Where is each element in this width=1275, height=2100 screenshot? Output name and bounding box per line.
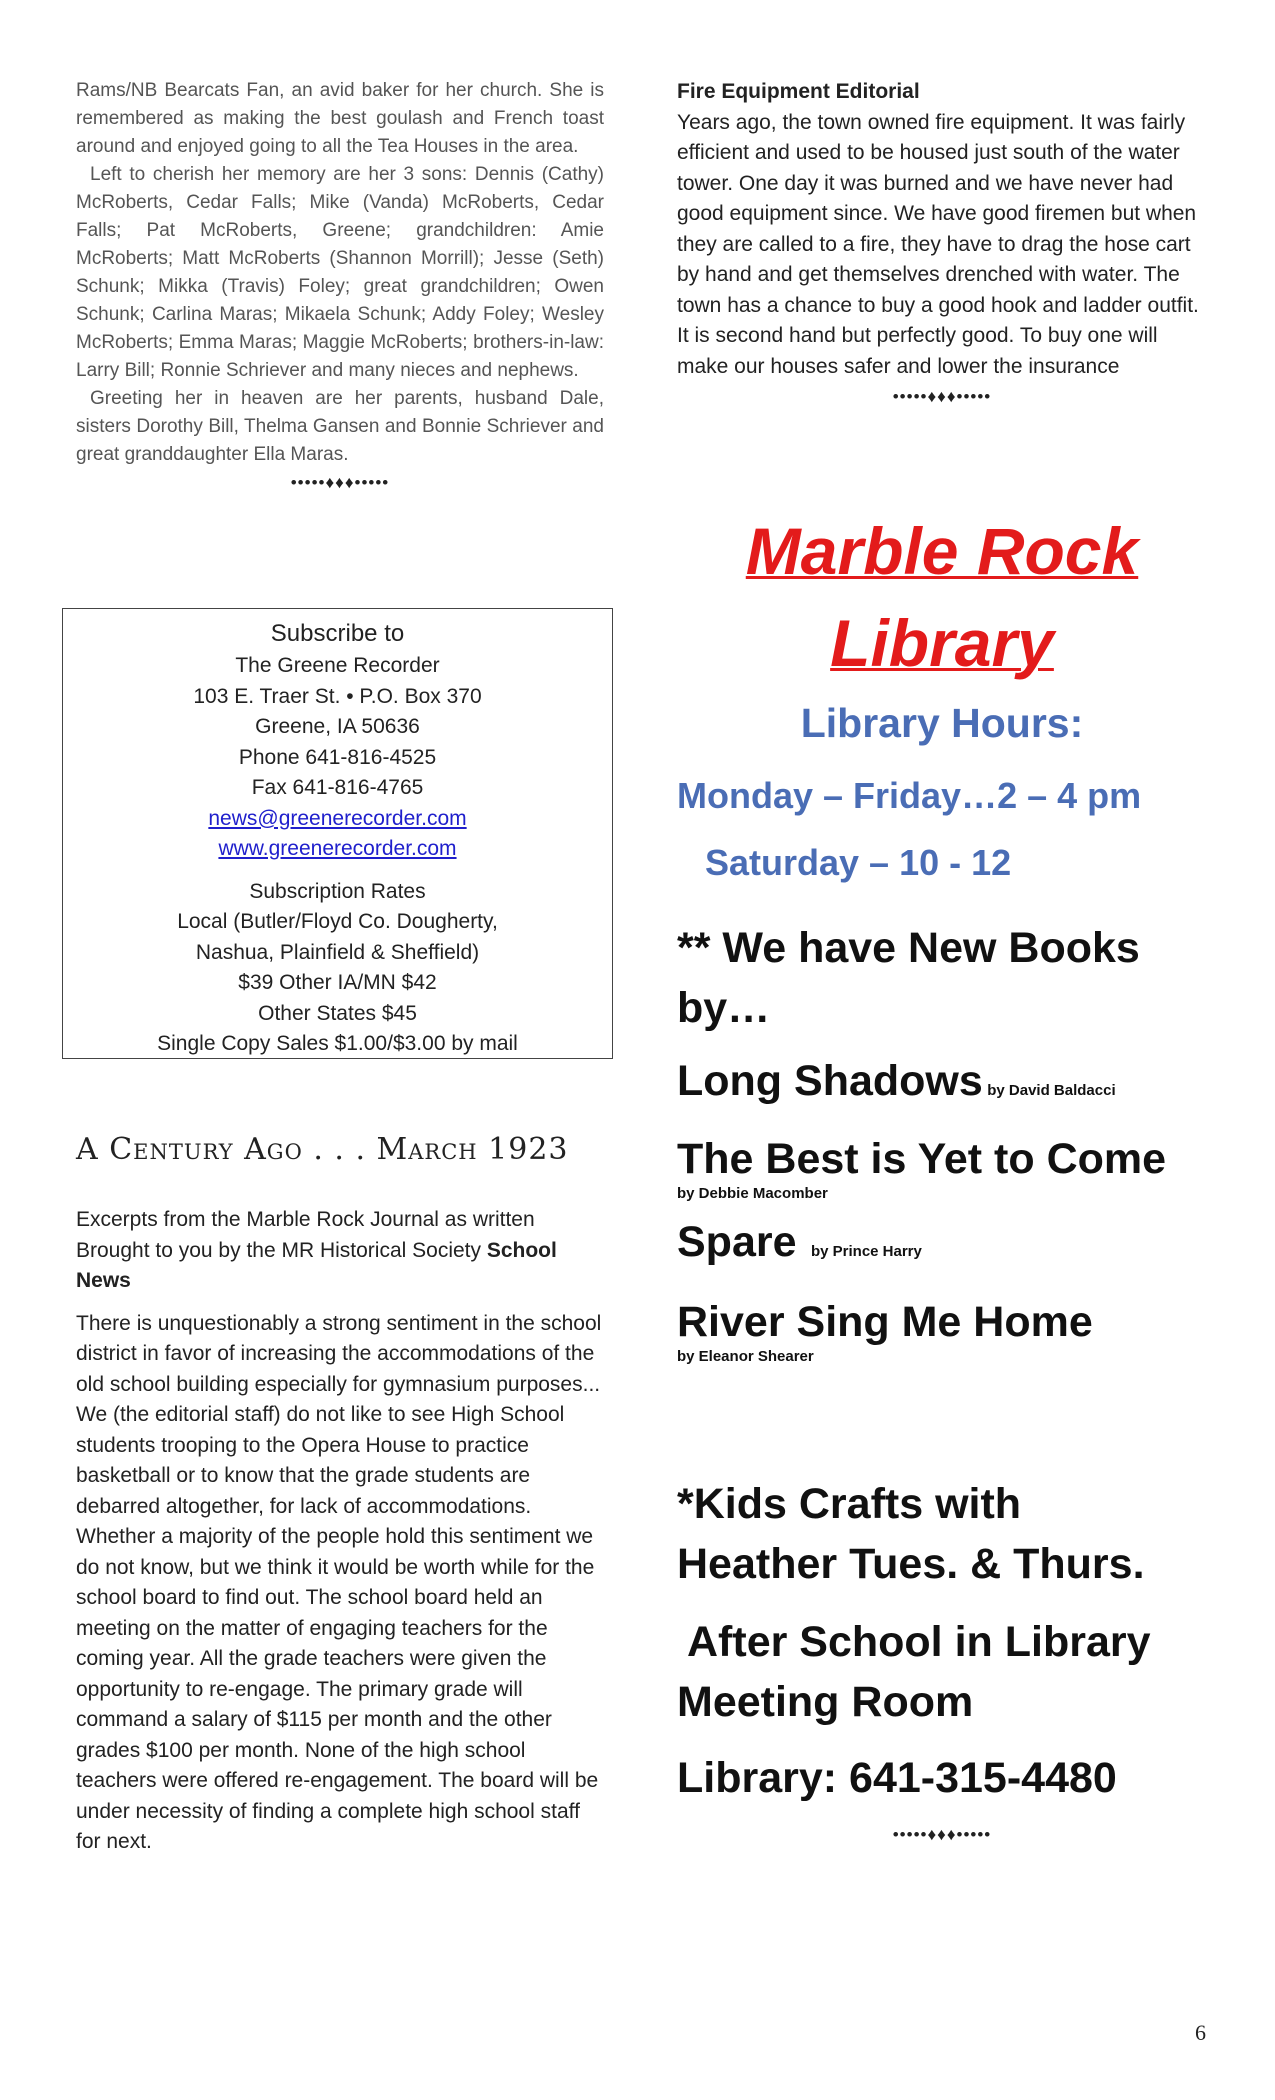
publication-name: The Greene Recorder	[235, 654, 440, 677]
book-author: by David Baldacci	[987, 1082, 1116, 1099]
school-news-text: There is unquestionably a strong sentiment in the school district in favor of increasing the accommodations of the old school building especially for gymnasium purposes... We (the editorial staff) do not like to see High School students trooping to the Opera House to practice basketball or to know that the grade students are debarred altogether, for lack of accommodations. Whether a majority of the people hold this sentiment we do not know, but we think it would be worth while for the school board to find out. The school board held an meeting on the matter of engaging teachers for the coming year. All the grade teachers were given the opportunity to re-engage. The primary grade will command a salary of $115 per month and the other grades $100 per month. None of the high school teachers were offered re-engagement. The board will be under necessity of finding a complete high school staff for next.	[76, 1311, 602, 1853]
century-ago-heading: A Century Ago . . . March 1923	[76, 1132, 569, 1167]
excerpt-intro: Excerpts from the Marble Rock Journal as written Brought to you by the MR Historical Society School News	[76, 1208, 557, 1292]
publication-address: 103 E. Traer St. • P.O. Box 370	[193, 684, 482, 708]
hours-weekday: Monday – Friday…2 – 4 pm	[677, 775, 1142, 816]
book-item	[677, 1216, 1217, 1268]
book-title: Spare	[677, 1218, 797, 1266]
school-news-label: School News	[76, 1238, 557, 1292]
kids-crafts: *Kids Crafts with Heather Tues. & Thurs.	[677, 1480, 1145, 1588]
website-link[interactable]: www.greenerecorder.com	[218, 837, 457, 860]
fire-editorial	[677, 77, 1207, 413]
obituary-continuation	[76, 77, 604, 497]
rate-line: Nashua, Plainfield & Sheffield)	[195, 940, 480, 964]
section-divider: •••••♦♦♦•••••	[892, 1825, 992, 1844]
obituary-paragraph: Left to cherish her memory are her 3 sons: Dennis (Cathy) McRoberts, Cedar Falls; Mike (Vanda) McRoberts, Cedar Falls; Pat McRoberts, Greene; grandchildren: Amie McRoberts; Matt McRoberts (Shannon Morrill); Jesse (Seth) Schunk; Mikka (Travis) Foley; great grandchildren; Owen Schunk; Carlina Maras; Mikaela Schunk; Addy Foley; Wesley McRoberts; Emma Maras; Maggie McRoberts; brothers-in-law: Larry Bill; Ronnie Schriever and many nieces and nephews.	[76, 164, 604, 381]
page-number: 6	[1195, 2020, 1206, 2045]
book-item	[677, 1055, 1217, 1107]
century-ago-article	[76, 1205, 604, 1870]
subscribe-box	[62, 608, 613, 1059]
after-school: After School in Library Meeting Room	[677, 1618, 1151, 1726]
publication-phone: Phone 641-816-4525	[238, 745, 437, 769]
book-author: by Prince Harry	[810, 1243, 922, 1260]
rate-line: Single Copy Sales $1.00/$3.00 by mail	[157, 1032, 518, 1055]
library-phone: Library: 641-315-4480	[677, 1754, 1117, 1802]
book-item	[677, 1296, 1217, 1365]
book-item	[677, 1133, 1217, 1202]
rates-heading: Subscription Rates	[249, 879, 426, 903]
fire-editorial-heading: Fire Equipment Editorial	[677, 80, 920, 103]
book-title: River Sing Me Home	[677, 1298, 1093, 1346]
book-title: Long Shadows	[677, 1057, 983, 1105]
section-divider: •••••♦♦♦•••••	[290, 473, 390, 492]
rate-line: Local (Butler/Floyd Co. Dougherty,	[177, 910, 498, 933]
library-hours-heading: Library Hours:	[800, 700, 1084, 746]
book-author: by Debbie Macomber	[677, 1185, 828, 1202]
subscribe-heading: Subscribe to	[270, 620, 405, 647]
publication-fax: Fax 641-816-4765	[251, 776, 424, 799]
section-divider: •••••♦♦♦•••••	[892, 387, 992, 406]
obituary-paragraph: Rams/NB Bearcats Fan, an avid baker for her church. She is remembered as making the best goulash and French toast around and enjoyed going to all the Tea Houses in the area.	[76, 80, 604, 157]
fire-editorial-text: Years ago, the town owned fire equipment. It was fairly efficient and used to be housed just south of the water tower. One day it was burned and we have never had good equipment since. We have good firemen but when they are called to a fire, they have to drag the hose cart by hand and get themselves drenched with water. The town has a chance to buy a good hook and ladder outfit. It is second hand but perfectly good. To buy one will make our houses safer and lower the insurance	[677, 110, 1199, 378]
book-author: by Eleanor Shearer	[677, 1348, 814, 1365]
new-books-heading: ** We have New Books by…	[677, 924, 1140, 1032]
library-title: Marble Rock Library	[745, 514, 1139, 680]
email-link[interactable]: news@greenerecorder.com	[208, 806, 467, 830]
book-title: The Best is Yet to Come	[677, 1135, 1167, 1183]
rate-line: Other States $45	[258, 1001, 417, 1025]
publication-city: Greene, IA 50636	[255, 715, 420, 738]
rate-line: $39 Other IA/MN $42	[238, 971, 437, 994]
hours-saturday: Saturday – 10 - 12	[705, 842, 1012, 883]
obituary-paragraph: Greeting her in heaven are her parents, husband Dale, sisters Dorothy Bill, Thelma Gansen and Bonnie Schriever and great granddaughter Ella Maras.	[76, 388, 604, 465]
